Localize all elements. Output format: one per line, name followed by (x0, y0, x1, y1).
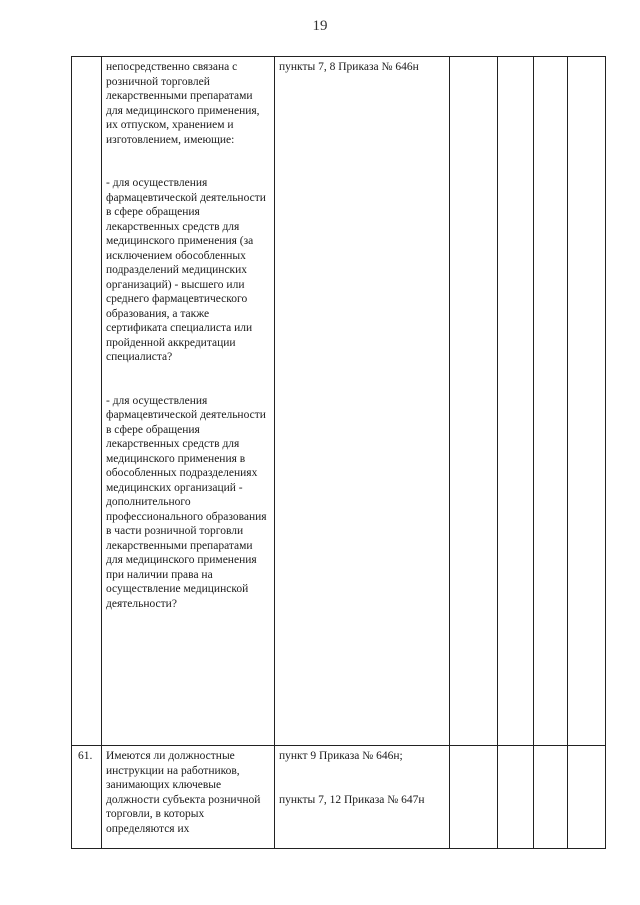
empty-cell (568, 746, 606, 849)
empty-cell (534, 57, 568, 746)
requirement-intro: Имеются ли должностные инструкции на работников, занимающих ключевые должности субъекта розничной торговли, в которых определяются их (106, 750, 261, 835)
requirement-cell (102, 57, 275, 746)
reference-cell (275, 57, 450, 746)
reference-text: пункт 9 Приказа № 646н; (279, 750, 403, 762)
requirement-item-2: - для осуществления фармацевтической деятельности в сфере обращения лекарственных средств для медицинского применения в обособленных подразделениях медицинских организаций - дополнительного профессионального образования в части розничной торговли лекарственными препаратами для медицинского применения при наличии права на осуществление медицинской деятельности? (106, 394, 267, 610)
empty-cell (450, 746, 498, 849)
empty-cell (450, 57, 498, 746)
requirements-table (71, 56, 606, 849)
row-number-cell: 61. (72, 746, 102, 849)
empty-cell (568, 57, 606, 746)
requirement-intro: непосредственно связана с розничной торговлей лекарственными препаратами для медицинского применения, их отпуском, хранением и изготовлением, имеющие: (106, 61, 260, 146)
table-row (72, 57, 606, 746)
requirement-cell (102, 746, 275, 849)
reference-text-2: пункты 7, 12 Приказа № 647н (279, 793, 425, 806)
requirement-item-1: - для осуществления фармацевтической деятельности в сфере обращения лекарственных средств для медицинского применения (за исключением обособленных подразделений медицинских организаций) - высшего или среднего фармацевтического образования, а также сертификата специалиста или пройденной аккредитации специалиста? (106, 177, 266, 363)
empty-cell (498, 746, 534, 849)
reference-cell (275, 746, 450, 849)
empty-cell (498, 57, 534, 746)
page-number: 19 (312, 18, 328, 34)
empty-cell (534, 746, 568, 849)
reference-text: пункты 7, 8 Приказа № 646н (279, 61, 419, 73)
table-row (72, 746, 606, 849)
row-number-cell (72, 57, 102, 746)
